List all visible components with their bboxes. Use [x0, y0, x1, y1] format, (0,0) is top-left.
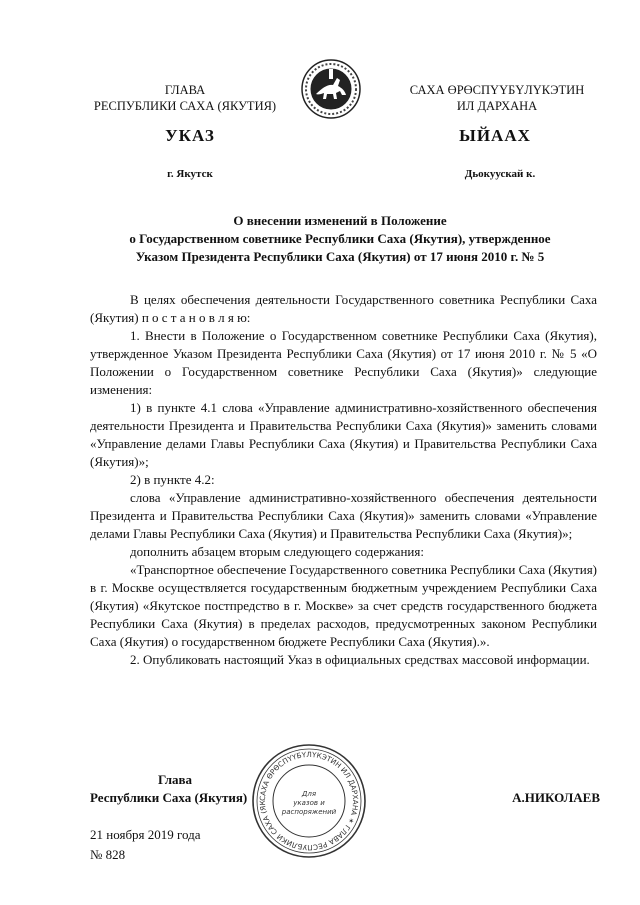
body-paragraph: слова «Управление административно-хозяйственного обеспечения деятельности Президента и Правительства Республики Саха (Якутия)» заменить словами «Управление делами Главы Республики Саха (Якутия) и Правительства Республики Саха (Якутия)»; — [90, 490, 597, 541]
decree-number: № 828 — [90, 847, 126, 862]
body-paragraph: 2) в пункте 4.2: — [130, 472, 215, 487]
signature-position — [90, 771, 260, 807]
header-left — [65, 82, 305, 114]
seal-center-line3: распоряжений — [281, 808, 337, 816]
document-title-line2: о Государственном советнике Республики Саха (Якутия), утвержденное — [129, 231, 551, 246]
document-title-line3: Указом Президента Республики Саха (Якутия) от 17 июня 2010 г. № 5 — [135, 249, 545, 264]
body-paragraph: 1) в пункте 4.1 слова «Управление административно-хозяйственного обеспечения деятельности Президента и Правительства Республики Саха (Якутия)» заменить словами «Управление делами Главы Республики Саха (Якутия) и Правительства Республики Саха (Якутия)»; — [90, 400, 597, 469]
city-ru: г. Якутск — [167, 168, 213, 180]
body-paragraph: В целях обеспечения деятельности Государственного советника Республики Саха (Якутия) п о с т а н о в л я ю: — [90, 292, 597, 325]
header-left-line1: ГЛАВА — [164, 83, 206, 97]
signature-position-line1: Глава — [157, 772, 193, 787]
document-title — [60, 212, 620, 266]
header-right — [372, 82, 622, 114]
body-paragraph: дополнить абзацем вторым следующего содержания: — [130, 544, 424, 559]
decree-title-ru: УКАЗ — [165, 126, 215, 145]
city-sakha: Дьокуускай к. — [464, 168, 536, 180]
header-right-line1: САХА ӨРӨСПҮҮБҮЛҮКЭТИН — [409, 83, 585, 97]
header-right-line2: ИЛ ДАРХАНА — [456, 99, 538, 113]
seal-ring-text: САХА ӨРӨСПҮҮБҮЛҮКЭТИН ИЛ ДАРХАНА ✶ ГЛАВА РЕСПУБЛИКИ САХА (ЯК — [257, 749, 361, 853]
body-paragraph: 2. Опубликовать настоящий Указ в официальных средствах массовой информации. — [130, 652, 590, 667]
body-paragraph: «Транспортное обеспечение Государственного советника Республики Саха (Якутия) в г. Москве осуществляется государственным бюджетным учреждением Республики Саха (Якутия) «Якутское постпредство в г. Москве» за счет средств государственного бюджета Республики Саха (Якутия) в пределах расходов, предусмотренных законом Республики Саха (Якутия) о государственном бюджете Республики Саха (Якутия).». — [90, 562, 597, 649]
document-title-line1: О внесении изменений в Положение — [233, 213, 447, 228]
signatory-name: А.НИКОЛАЕВ — [512, 790, 600, 805]
decree-date: 21 ноября 2019 года — [90, 827, 201, 842]
seal-center-line2: указов и — [293, 799, 325, 807]
coat-of-arms-icon — [300, 58, 362, 120]
seal-center-line1: Для — [301, 790, 317, 798]
body-paragraph: 1. Внести в Положение о Государственном советнике Республики Саха (Якутия), утвержденное Указом Президента Республики Саха (Якутия) от 17 июня 2010 г. № 5 «О Положении о Государственном советнике Республики Саха (Якутия)» следующие изменения: — [90, 328, 597, 397]
decree-body — [90, 291, 597, 669]
decree-title-sakha: ЫЙААХ — [459, 126, 531, 145]
signature-position-line2: Республики Саха (Якутия) — [90, 790, 248, 805]
header-left-line2: РЕСПУБЛИКИ САХА (ЯКУТИЯ) — [93, 99, 277, 113]
official-seal — [250, 742, 368, 860]
